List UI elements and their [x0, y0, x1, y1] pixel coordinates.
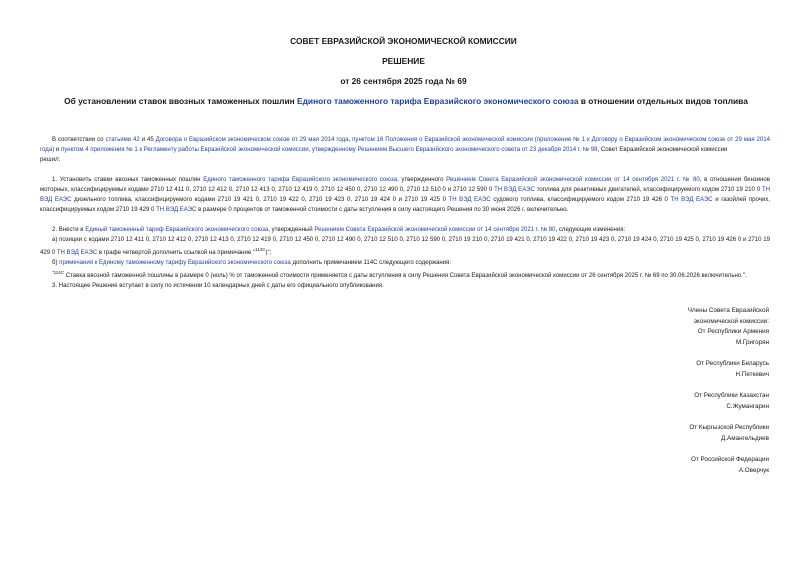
link-tn-ved[interactable]: ТН ВЭД ЕАЭС: [670, 197, 713, 203]
document-title: [26, 96, 786, 106]
item-1-text: в размере 0 процентов от таможенной стоимости с даты вступления в силу настоящего Решения по 30 июня 2026 г. включительно.: [196, 207, 569, 213]
item-1-text: топлива для реактивных двигателей, классифицируемого кодом 2710 19 210 0: [534, 187, 762, 193]
item-1-text: 1. Установить ставки ввозных таможенных пошлин: [52, 177, 204, 183]
link-article-42[interactable]: статьями 42: [105, 137, 140, 143]
link-common-tariff[interactable]: Единого таможенного тарифа Евразийского экономического союза: [203, 177, 397, 183]
item-2-text: 2. Внести в: [52, 227, 86, 233]
link-decision-80[interactable]: Решением Совета Евразийской экономической комиссии от 14 сентября 2021 г. № 80: [446, 177, 700, 183]
link-rules-point-4[interactable]: пунктом 4 приложения № 1 к Регламенту работы Евразийской экономической комиссии, утвержденному Решением Высшего Евразийского экономического совета от 23 декабря 2014 г. № 98: [60, 147, 598, 153]
members-heading-1: Члены Совета Евразийской: [687, 307, 769, 314]
preamble-text: В соответствии со: [52, 137, 106, 143]
title-text-end: в отношении отдельных видов топлива: [578, 96, 748, 106]
link-tn-ved[interactable]: ТН ВЭД ЕАЭС: [494, 187, 535, 193]
signatory-country: От Российской Федерации: [690, 456, 769, 463]
item-2a-text: )";: [265, 250, 272, 257]
item-1-text: , в отношении бензинов моторных, классифицируемых кодами 2710 12 411 0, 2710 12 412 0, 2710 12 413 0, 2710 12 419 0, 2710 12 450 0, 2710 12 490 0, 2710 12 510 0 и 2710 12 590 0: [40, 177, 770, 193]
note-mark: "114С: [52, 270, 65, 276]
date-number-heading: от 26 сентября 2025 года № 69: [340, 76, 467, 86]
item-2a-text: а) позиции с кодами 2710 12 411 0, 2710 12 412 0, 2710 12 413 0, 2710 12 419 0, 2710 12 450 0, 2710 12 490 0, 2710 12 510 0, 2710 12 590 0, 2710 19 210 0, 2710 19 421 0, 2710 19 422 0, 2710 19 423 0, 2710 19 424 0, 2710 19 425 0, 2710 19 426 0 и 2710 19 429 0: [40, 237, 770, 257]
preamble-text: ,: [348, 137, 353, 143]
item-2-paragraph: [40, 225, 770, 291]
link-decision-80[interactable]: Решением Совета Евразийской экономической комиссии от 14 сентября 2021 г. № 80: [314, 227, 556, 233]
signatory-country: От Республики Армения: [697, 328, 769, 335]
decided-label: решил:: [40, 157, 61, 163]
signatory-name: Д.Амангельдиев: [721, 434, 769, 442]
preamble-text: и 45: [139, 137, 156, 143]
preamble-paragraph: [40, 135, 770, 165]
signatory-name: Н.Петкевич: [735, 370, 769, 378]
signatory-country: От Республики Беларусь: [696, 360, 769, 367]
members-heading-2: экономической комиссии:: [693, 317, 769, 325]
link-tn-ved[interactable]: ТН ВЭД ЕАЭС: [56, 250, 98, 257]
council-heading: СОВЕТ ЕВРАЗИЙСКОЙ ЭКОНОМИЧЕСКОЙ КОМИССИИ: [290, 36, 517, 46]
item-2b-text: дополнить примечанием 114С следующего содержания:: [290, 260, 452, 267]
signatures-block: [569, 306, 769, 476]
item-1-text: , утвержденного: [396, 177, 447, 183]
item-2b-text: б): [52, 260, 60, 267]
preamble-text: и: [54, 147, 61, 153]
link-tn-ved[interactable]: ТН ВЭД ЕАЭС: [40, 187, 771, 203]
link-tariff-notes[interactable]: примечания к Единому таможенному тарифу Евразийского экономического союза: [59, 260, 291, 267]
signatory-name: А.Оверчук: [738, 466, 769, 474]
signatory-name: М.Григорян: [735, 338, 769, 346]
preamble-text: , Совет Евразийской экономической комиссии: [597, 147, 728, 153]
item-1-text: дизельного топлива, классифицируемого кодами 2710 19 421 0, 2710 19 422 0, 2710 19 423 0, 2710 19 424 0 и 2710 19 425 0: [71, 197, 449, 203]
item-1-text: и газойлей прочих, классифицируемых кодом 2710 19 429 0: [40, 197, 770, 213]
item-2a-text: в графе четвертой дополнить ссылкой на примечание ": [97, 250, 256, 257]
signatory-name: С.Жумангарин: [726, 402, 769, 410]
item-3-paragraph: 3. Настоящее Решение вступает в силу по истечении 10 календарных дней с даты его официального опубликования.: [52, 283, 384, 290]
link-regulation-point-16[interactable]: пунктом 16 Положения о Евразийской экономической комиссии (приложение № 1 к Договору о Евразийском экономическом союзе от 29 мая 2014 года): [40, 137, 770, 153]
doc-type-heading: РЕШЕНИЕ: [382, 56, 425, 66]
link-common-tariff[interactable]: Единый таможенный тариф Евразийского экономического союза: [85, 227, 269, 233]
item-1-text: судового топлива, классифицируемого кодом 2710 19 426 0: [490, 197, 671, 203]
note-114c-text: Ставка ввозной таможенной пошлины в размере 0 (ноль) % от таможенной стоимости применяется с даты вступления в силу Решения Совета Евразийской экономической комиссии от 26 сентября 2025 г. № 69 по 30.06.2026 включительно.".: [64, 273, 747, 280]
item-2-text: , следующие изменения:: [555, 227, 626, 233]
footnote-marker: 114С: [255, 247, 266, 252]
item-1-paragraph: [40, 175, 770, 215]
link-tn-ved[interactable]: ТН ВЭД ЕАЭС: [448, 197, 491, 203]
link-tn-ved[interactable]: ТН ВЭД ЕАЭС: [156, 207, 197, 213]
title-text: Об установлении ставок ввозных таможенных пошлин: [64, 96, 298, 106]
signatory-country: От Республики Казахстан: [694, 392, 769, 399]
item-2-text: , утвержденный: [268, 227, 315, 233]
link-eaeu-treaty[interactable]: Договора о Евразийском экономическом союзе от 29 мая 2014 года: [155, 137, 349, 143]
signatory-country: От Кыргызской Республики: [689, 424, 769, 431]
title-tariff-link[interactable]: Единого таможенного тарифа Евразийского экономического союза: [297, 96, 579, 106]
